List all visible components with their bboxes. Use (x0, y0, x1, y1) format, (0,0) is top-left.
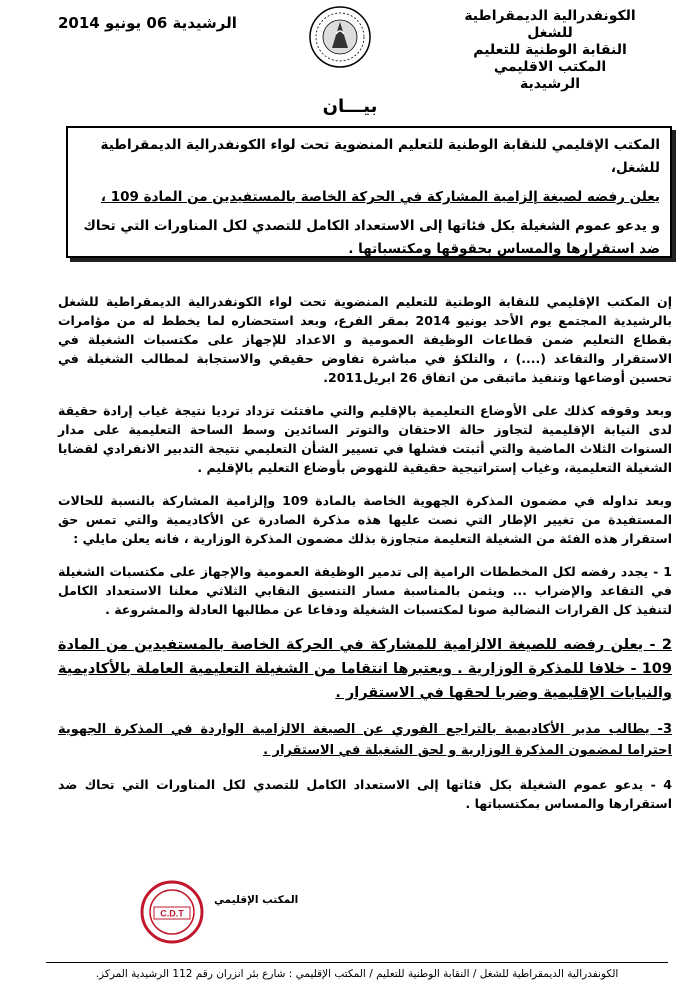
org-line-1: الكونفدرالية الديمقراطية للشغل (464, 8, 636, 41)
footer-address: الكونفدرالية الديمقراطية للشغل / النقابة الوطنية للتعليم / المكتب الإقليمي : شارع بئر انزران رقم 112 الرشيدية المركز. (95, 968, 619, 980)
summary-paragraph-1: المكتب الإقليمي للنقابة الوطنية للتعليم المنضوية تحت لواء الكونفدرالية الديمقراطية للشغل، (100, 137, 660, 176)
stamp-text: C.D.T (160, 908, 184, 919)
summary-paragraph-2: يعلن رفضه لصيغة إلزامية المشاركة في الحركة الخاصة بالمستفيدين من المادة 109 ، (100, 189, 660, 205)
union-stamp-icon (140, 880, 204, 944)
organization-header (440, 8, 660, 93)
body-paragraph-2: وبعد وقوفه كذلك على الأوضاع التعليمية بالإقليم والتي مافتئت تزداد ترديا نتيجة غياب إرادة حقيقة لدى النيابة الإقليمية لتجاوز حالة الاحتقان والتوتر السائدين وسط الساحة التعليمية على مدار السنوات الثلاث الماضية والتي أثبتت فشلها في تسيير الشأن التعليمي نتيجة التدبير الانفرادي لقضايا الشغيلة التعليمية، وغياب إستراتيجية حقيقية للنهوض بأوضاع التعليم بالإقليم . (58, 403, 672, 475)
summary-paragraph-3: و يدعو عموم الشغيلة بكل فئاتها إلى الاستعداد الكامل للتصدي لكل المناورات التي تحاك ضد استقرارها والمساس بحقوقها ومكتسباتها . (83, 218, 660, 257)
footer-divider (46, 962, 668, 963)
union-logo-icon (296, 4, 384, 70)
body-paragraph-6: 3- يطالب مدير الأكاديمية بالتراجع الفوري عن الصيغة الالزامية الواردة في المذكرة الجهوية احتراما لمضمون المذكرة الوزارية و لحق الشغيلة في الاستقرار . (58, 722, 672, 758)
body-paragraph-7: 4 - يدعو عموم الشغيلة بكل فئاتها إلى الاستعداد الكامل للتصدي لكل المناورات التي تحاك ضد استقرارها والمساس بمكتسباتها . (58, 777, 672, 811)
body-paragraph-5: 2 - يعلن رفضه للصيغة الالزامية للمشاركة في الحركة الخاصة بالمستفيدين من المادة 109 - خلافا للمذكرة الوزارية . ويعتبرها انتقاما من الشغيلة التعليمية العاملة بالأكاديمية والنيابات الإقليمية وضربا لحقها في الاستقرار . (58, 637, 672, 701)
summary-box (66, 126, 672, 258)
body-paragraph-3: وبعد تداوله في مضمون المذكرة الجهوية الخاصة بالمادة 109 وإلزامية المشاركة بالنسبة للحالات المستفيدة من تغيير الإطار التي نصت عليها هذه مذكرة الصادرة عن الأكاديمية والتي تمس حق استقرار هذه الفئة من الشغيلة التعليمة متجاوزة بذلك مضمون المذكرة الوزارية ، فانه يعلن مايلي : (58, 493, 672, 546)
document-date: الرشيدية 06 يونيو 2014 (58, 14, 237, 32)
org-line-2: النقابة الوطنية للتعليم (473, 42, 627, 58)
body-paragraph-1: إن المكتب الإقليمي للنقابة الوطنية للتعليم المنضوية تحت لواء الكونفدرالية الديمقراطية للشغل بالرشيدية المجتمع يوم الأحد يونيو 2014 بمقر الفرع، وبعد استحضاره لما يخطط له من مؤامرات بقطاع التعليم ضمن قطاعات الوظيفة العمومية و الاعداد للإجهاز على مكتسبات الشغيلة في الاستقرار والتقاعد (....) ، والتلكؤ في مباشرة تفاوض حقيقي والاستجابة لمطالب الشغيلة في تحسين أوضاعها وتنفيذ ماتبقى من اتفاق 26 ابريل2011. (58, 294, 672, 385)
signature-label: المكتب الإقليمي (214, 894, 299, 906)
body-paragraph-4: 1 - يجدد رفضه لكل المخططات الرامية إلى تدمير الوظيفة العمومية والإجهاز على مكتسبات الشغيلة في التقاعد والإضراب ... ويثمن بالمناسبة مسار التنسيق النقابي الثلاثي معلنا الاستعداد الكامل لتنفيذ كل القرارات النضالية صونا لمكتسبات الشغيلة ودفاعا عن مطالبها العادلة والمشروعة . (58, 564, 672, 617)
document-body (58, 292, 672, 813)
org-line-3: المكتب الاقليمي (493, 59, 607, 75)
document-title: بيـــان (322, 96, 378, 117)
org-line-4: الرشيدية (519, 76, 581, 92)
